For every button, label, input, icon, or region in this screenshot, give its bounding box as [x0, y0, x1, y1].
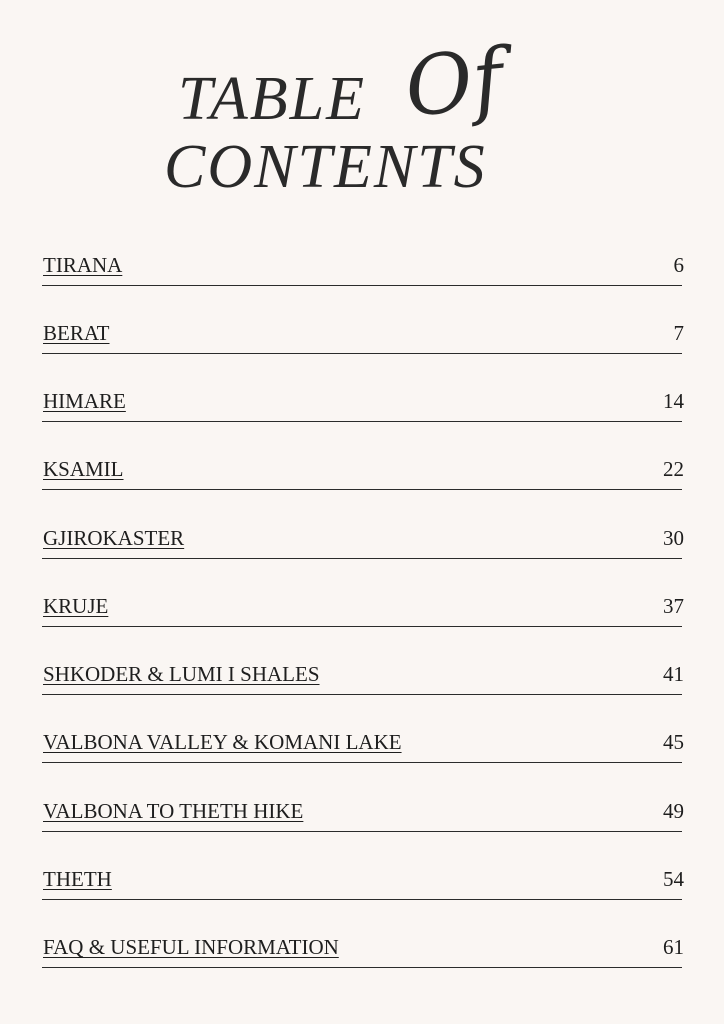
- toc-entry[interactable]: [42, 518, 682, 559]
- toc-entry-page-number: 30: [663, 526, 684, 550]
- toc-entry-link[interactable]: VALBONA TO THETH HIKE: [43, 799, 304, 823]
- title-line-contents: CONTENTS: [164, 133, 487, 201]
- toc-entry-page-number: 41: [663, 662, 684, 686]
- toc-entry-page-number: 7: [673, 321, 684, 345]
- title-line-table: TABLE: [178, 65, 366, 133]
- toc-entry-link[interactable]: TIRANA: [43, 253, 123, 277]
- toc-entry[interactable]: [42, 654, 682, 695]
- toc-entry-link[interactable]: THETH: [43, 867, 112, 891]
- toc-entry-link[interactable]: BERAT: [43, 321, 110, 345]
- toc-entry-page-number: 6: [673, 253, 684, 277]
- toc-entry-link[interactable]: VALBONA VALLEY & KOMANI LAKE: [43, 730, 402, 754]
- toc-entry[interactable]: [42, 313, 682, 354]
- toc-entry[interactable]: [42, 927, 682, 968]
- page-title: [0, 0, 724, 210]
- toc-entry-link[interactable]: GJIROKASTER: [43, 526, 185, 550]
- toc-entry-link[interactable]: KSAMIL: [43, 457, 124, 481]
- toc-entry-page-number: 37: [663, 594, 684, 618]
- toc-entry[interactable]: [42, 245, 682, 286]
- toc-entry-link[interactable]: HIMARE: [43, 389, 126, 413]
- title-script-of: Of: [400, 31, 508, 136]
- toc-entry-page-number: 61: [663, 935, 684, 959]
- toc-entry[interactable]: [42, 859, 682, 900]
- toc-entry-link[interactable]: KRUJE: [43, 594, 109, 618]
- toc-entry[interactable]: [42, 791, 682, 832]
- toc-entry[interactable]: [42, 449, 682, 490]
- toc-entry-link[interactable]: FAQ & USEFUL INFORMATION: [43, 935, 339, 959]
- toc-entry[interactable]: [42, 586, 682, 627]
- toc-entry-page-number: 45: [663, 730, 684, 754]
- toc-entry-page-number: 14: [663, 389, 684, 413]
- toc-entry[interactable]: [42, 722, 682, 763]
- toc-entry-link[interactable]: SHKODER & LUMI I SHALES: [43, 662, 320, 686]
- toc-entry-page-number: 54: [663, 867, 684, 891]
- toc-entry-page-number: 49: [663, 799, 684, 823]
- toc-entry[interactable]: [42, 381, 682, 422]
- toc-entry-page-number: 22: [663, 457, 684, 481]
